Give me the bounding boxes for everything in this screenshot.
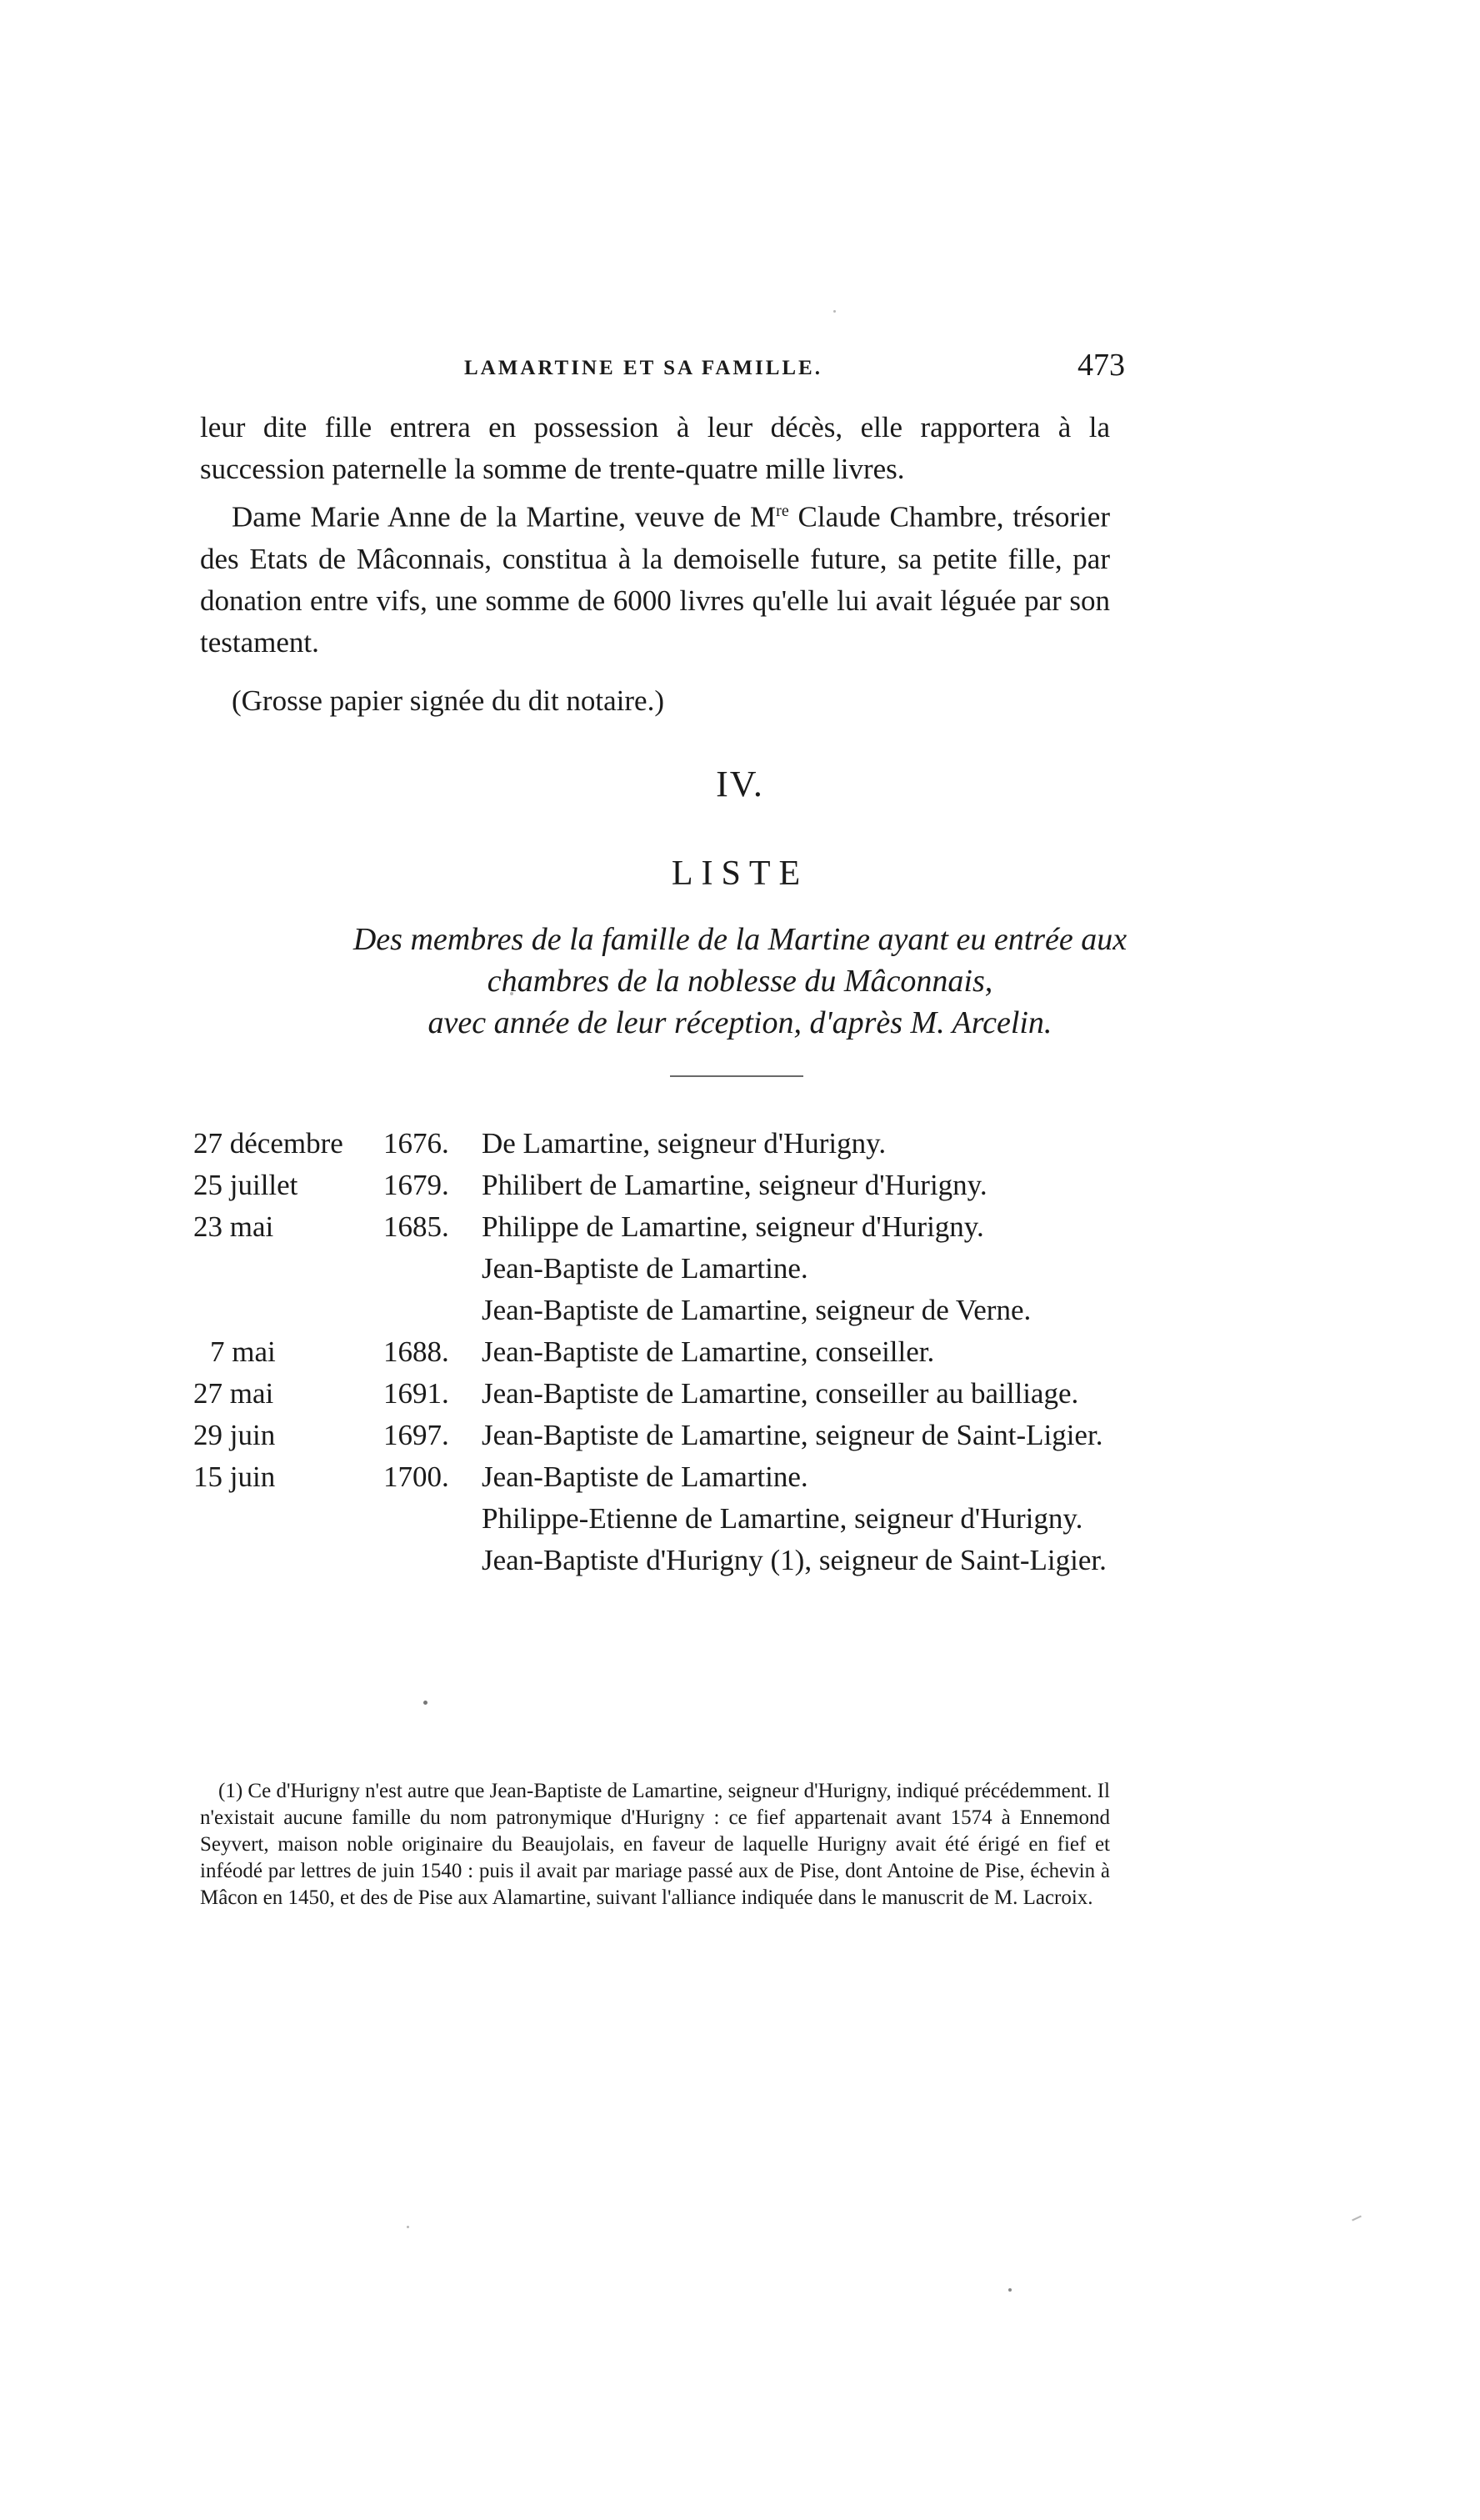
member-entry — [193, 1456, 1118, 1581]
entry-names — [482, 1331, 1118, 1373]
paper-speck — [407, 2226, 409, 2228]
subtitle-line: Des membres de la famille de la Martine ayant eu entrée aux — [352, 922, 1128, 957]
paper-speck — [423, 1701, 428, 1705]
member-name: Jean-Baptiste de Lamartine, seigneur de Verne. — [482, 1294, 1032, 1326]
entry-date: 25 juillet — [193, 1169, 298, 1201]
entry-date: 27 mai — [193, 1377, 274, 1410]
footnote — [200, 1778, 1110, 1911]
honorific-superscript: re — [776, 502, 789, 520]
entry-names — [482, 1373, 1118, 1415]
member-name: Jean-Baptiste de Lamartine, conseiller. — [482, 1335, 935, 1368]
member-entry — [193, 1165, 1118, 1206]
entry-names — [482, 1415, 1118, 1456]
entry-year: 1676. — [383, 1127, 449, 1160]
member-name: De Lamartine, seigneur d'Hurigny. — [482, 1127, 887, 1160]
member-entry — [193, 1415, 1118, 1456]
member-name: Jean-Baptiste de Lamartine, conseiller au bailliage. — [482, 1377, 1079, 1410]
footnote-text: (1) Ce d'Hurigny n'est autre que Jean-Baptiste de Lamartine, seigneur d'Hurigny, indiqué précédemment. Il n'existait aucune famille du nom patronymique d'Hurigny : ce fief appartenait avant 1574 à Ennemond Seyvert, maison noble originaire du Beaujolais, en faveur de laquelle Hurigny avait été érigé en fief et inféodé par lettres de juin 1540 : puis il avait par mariage passé aux de Pise, dont Antoine de Pise, échevin à Mâcon en 1450, et des de Pise aux Alamartine, suivant l'alliance indiquée dans le manuscrit de M. Lacroix. — [200, 1780, 1110, 1909]
subtitle-line: avec année de leur réception, d'après M. Arcelin. — [428, 1005, 1052, 1040]
source-note: (Grosse papier signée du dit notaire.) — [232, 684, 665, 717]
entry-year: 1700. — [383, 1460, 449, 1493]
entry-year: 1697. — [383, 1419, 449, 1451]
entry-names — [482, 1206, 1118, 1331]
body-paragraph-start: Dame Marie Anne de la Martine, veuve de M — [232, 500, 777, 534]
entry-date: 15 juin — [193, 1460, 276, 1493]
subtitle-line: chambres de la noblesse du Mâconnais, — [487, 964, 993, 999]
members-list — [193, 1123, 1118, 1581]
entry-date: 7 mai — [210, 1335, 276, 1368]
body-paragraph: leur dite fille entrera en possession à leur décès, elle rapportera à la succession paternelle la somme de trente-quatre mille livres. — [200, 411, 1110, 485]
page-number: 473 — [1078, 348, 1125, 383]
entry-date: 29 juin — [193, 1419, 276, 1451]
entry-year: 1679. — [383, 1169, 449, 1201]
entry-date: 23 mai — [193, 1210, 274, 1243]
member-name: Jean-Baptiste de Lamartine. — [482, 1460, 808, 1493]
paper-speck — [1008, 2288, 1012, 2292]
member-name: Philibert de Lamartine, seigneur d'Hurigny. — [482, 1169, 988, 1201]
entry-names — [482, 1165, 1118, 1206]
member-name: Jean-Baptiste d'Hurigny (1), seigneur de Saint-Ligier. — [482, 1544, 1107, 1576]
entry-names — [482, 1123, 1118, 1165]
member-name: Jean-Baptiste de Lamartine. — [482, 1252, 808, 1285]
list-title: LISTE — [671, 854, 809, 893]
entry-year: 1685. — [383, 1210, 449, 1243]
running-title: LAMARTINE ET SA FAMILLE. — [464, 357, 822, 379]
member-entry — [193, 1373, 1118, 1415]
paper-speck — [1352, 2216, 1362, 2222]
member-entry — [193, 1206, 1118, 1331]
entry-year: 1688. — [383, 1335, 449, 1368]
running-head — [200, 347, 1125, 397]
entry-year: 1691. — [383, 1377, 449, 1410]
member-entry — [193, 1123, 1118, 1165]
list-subtitle — [0, 919, 1480, 1044]
section-number: IV. — [716, 764, 764, 804]
member-name: Philippe-Etienne de Lamartine, seigneur d'Hurigny. — [482, 1502, 1083, 1535]
member-entry — [193, 1331, 1118, 1373]
entry-date: 27 décembre — [193, 1127, 343, 1160]
body-paragraph — [200, 490, 1110, 664]
member-name: Philippe de Lamartine, seigneur d'Hurigny. — [482, 1210, 984, 1243]
paper-speck — [833, 310, 836, 313]
body-paragraph-end: Claude Chambre, trésorier des Etats de Mâconnais, constitua à la demoiselle future, sa petite fille, par donation entre vifs, une somme de 6000 livres qu'elle lui avait léguée par son testament. — [200, 500, 1110, 659]
member-name: Jean-Baptiste de Lamartine, seigneur de Saint-Ligier. — [482, 1419, 1103, 1451]
body-text — [200, 407, 1110, 722]
divider-rule — [670, 1075, 803, 1077]
entry-names — [482, 1456, 1118, 1581]
